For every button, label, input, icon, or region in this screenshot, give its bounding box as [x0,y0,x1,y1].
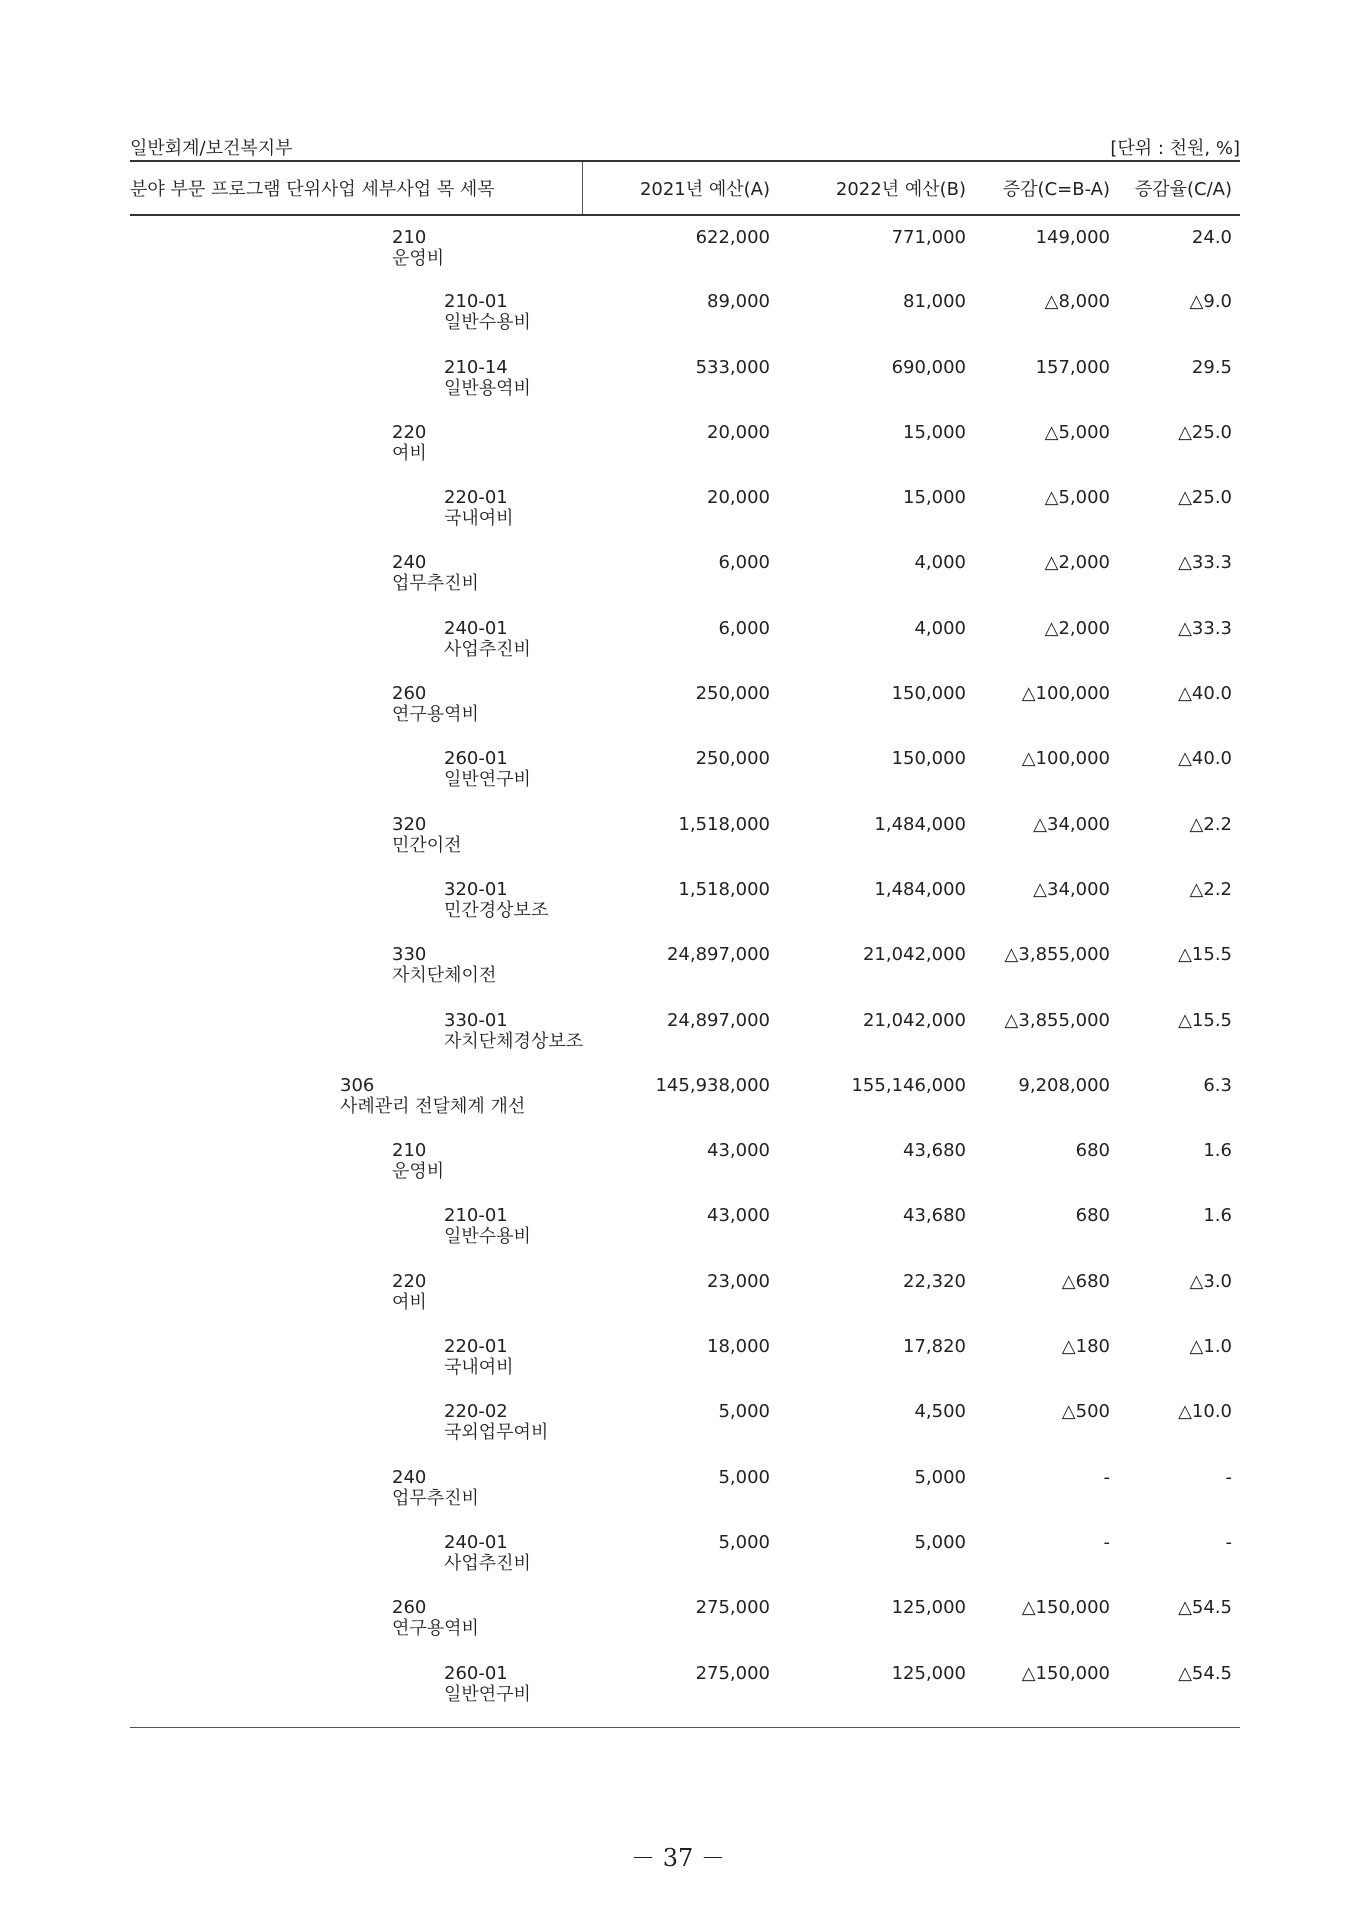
budget-2022: 5,000 [914,1531,966,1553]
item-name: 일반수용비 [444,312,531,334]
budget-2021: 18,000 [707,1336,770,1358]
budget-2021: 275,000 [695,1597,770,1619]
item-name: 업무추진비 [392,1487,479,1509]
item-name: 일반연구비 [444,769,531,791]
col-header-2022-budget: 2022년 예산(B) [778,161,974,215]
budget-2021: 5,000 [718,1466,770,1488]
change-amount: △34,000 [1033,813,1110,835]
table-row [130,672,1240,737]
item-name: 업무추진비 [392,573,479,595]
table-header-row [130,161,1240,215]
change-amount: 149,000 [1035,227,1110,248]
budget-2022: 15,000 [903,487,966,509]
table-row [130,346,1240,411]
item-code: 210-14 [444,356,508,378]
change-amount: 9,208,000 [1018,1074,1110,1096]
item-code: 240 [392,552,427,574]
item-cell [130,1586,582,1651]
item-code: 260 [392,683,427,705]
item-name: 사례관리 전달체계 개선 [340,1095,526,1117]
item-cell [130,1652,582,1717]
item-name: 민간이전 [392,834,462,856]
item-name: 일반수용비 [444,1226,531,1248]
change-rate: 1.6 [1203,1205,1232,1227]
budget-2022: 21,042,000 [862,1009,966,1031]
item-name: 국내여비 [444,508,514,530]
table-row [130,1194,1240,1259]
change-rate: - [1225,1466,1232,1488]
table-row [130,411,1240,476]
table-row [130,1064,1240,1129]
item-cell [130,411,582,476]
item-cell [130,607,582,672]
item-code: 240-01 [444,1531,508,1553]
table-row [130,868,1240,933]
change-amount: 157,000 [1035,356,1110,378]
change-rate: △2.2 [1189,813,1232,835]
item-cell [130,1064,582,1129]
table-row [130,1129,1240,1194]
change-rate: △1.0 [1189,1336,1232,1358]
item-code: 210-01 [444,1205,508,1227]
item-cell [130,1129,582,1194]
item-code: 210 [392,1140,427,1162]
item-cell [130,737,582,802]
change-amount: △500 [1061,1401,1110,1423]
change-amount: △150,000 [1021,1662,1110,1684]
item-name: 자치단체경상보조 [444,1030,584,1052]
item-name: 자치단체이전 [392,965,497,987]
table-row [130,1521,1240,1586]
budget-2021: 5,000 [718,1531,770,1553]
change-rate: △33.3 [1178,552,1232,574]
item-name: 민간경상보조 [444,899,549,921]
change-rate: 29.5 [1191,356,1232,378]
change-rate: △15.5 [1178,944,1232,966]
change-rate: △33.3 [1178,617,1232,639]
budget-2021: 89,000 [707,291,770,313]
budget-2022: 150,000 [891,683,966,705]
table-row [130,476,1240,541]
change-rate: △25.0 [1178,421,1232,443]
budget-2021: 1,518,000 [678,813,770,835]
col-header-hierarchy: 분야 부문 프로그램 단위사업 세부사업 목 세목 [130,161,582,215]
budget-2021: 20,000 [707,421,770,443]
budget-2021: 23,000 [707,1270,770,1292]
change-rate: 6.3 [1203,1074,1232,1096]
table-row [130,541,1240,606]
budget-2022: 125,000 [891,1597,966,1619]
col-header-change-rate: 증감율(C/A) [1118,161,1240,215]
budget-2022: 125,000 [891,1662,966,1684]
item-code: 320-01 [444,878,508,900]
item-code: 320 [392,813,427,835]
page-header [130,126,1240,160]
item-name: 운영비 [392,1161,445,1183]
item-cell [130,999,582,1064]
item-cell [130,1260,582,1325]
item-name: 여비 [392,1291,427,1313]
page-number: － 37 － [631,1844,725,1872]
change-amount: △34,000 [1033,878,1110,900]
budget-2021: 250,000 [695,748,770,770]
budget-2021: 533,000 [695,356,770,378]
change-amount: △3,855,000 [1004,944,1110,966]
change-amount: △5,000 [1044,487,1110,509]
change-amount: △2,000 [1044,617,1110,639]
change-rate: △54.5 [1178,1662,1232,1684]
item-code: 330 [392,944,427,966]
budget-2021: 43,000 [707,1205,770,1227]
item-code: 330-01 [444,1009,508,1031]
table-row [130,280,1240,345]
change-rate: △9.0 [1189,291,1232,313]
change-rate: △15.5 [1178,1009,1232,1031]
table-row [130,737,1240,802]
item-name: 일반연구비 [444,1683,531,1705]
item-code: 260 [392,1597,427,1619]
table-row [130,1325,1240,1390]
change-amount: 680 [1075,1205,1110,1227]
budget-2022: 1,484,000 [874,878,966,900]
item-code: 240-01 [444,617,508,639]
item-cell [130,933,582,998]
change-rate: △25.0 [1178,487,1232,509]
item-cell [130,1521,582,1586]
item-cell [130,346,582,411]
budget-2021: 24,897,000 [666,944,770,966]
budget-2022: 771,000 [891,227,966,248]
table-row [130,803,1240,868]
item-code: 240 [392,1466,427,1488]
change-rate: △10.0 [1178,1401,1232,1423]
budget-2021: 275,000 [695,1662,770,1684]
table-row [130,1586,1240,1651]
table-row [130,607,1240,672]
budget-2021: 6,000 [718,552,770,574]
item-code: 306 [340,1074,375,1096]
table-row [130,1456,1240,1521]
change-rate: 1.6 [1203,1140,1232,1162]
budget-2021: 6,000 [718,617,770,639]
change-amount: △680 [1061,1270,1110,1292]
item-cell [130,672,582,737]
table-row [130,933,1240,998]
item-name: 운영비 [392,248,445,269]
budget-2022: 4,500 [914,1401,966,1423]
table-row [130,215,1240,280]
change-rate: △40.0 [1178,683,1232,705]
item-name: 연구용역비 [392,1618,479,1640]
col-header-2021-budget: 2021년 예산(A) [582,161,778,215]
account-title: 일반회계/보건복지부 [130,138,293,159]
change-amount: △8,000 [1044,291,1110,313]
budget-2022: 155,146,000 [851,1074,966,1096]
col-header-change: 증감(C=B-A) [974,161,1118,215]
item-cell [130,1194,582,1259]
item-cell [130,1456,582,1521]
budget-2022: 43,680 [903,1205,966,1227]
item-code: 220-01 [444,487,508,509]
change-amount: △150,000 [1021,1597,1110,1619]
item-code: 210 [392,227,427,248]
item-cell [130,803,582,868]
item-name: 사업추진비 [444,1552,531,1574]
item-code: 260-01 [444,1662,508,1684]
item-name: 여비 [392,442,427,464]
budget-2022: 4,000 [914,552,966,574]
change-rate: - [1225,1531,1232,1553]
item-code: 220-02 [444,1401,508,1423]
budget-2022: 1,484,000 [874,813,966,835]
budget-2021: 250,000 [695,683,770,705]
change-amount: △180 [1061,1336,1110,1358]
table-row [130,1260,1240,1325]
budget-2022: 43,680 [903,1140,966,1162]
change-amount: △100,000 [1021,748,1110,770]
item-name: 국외업무여비 [444,1422,549,1444]
table-bottom-rule [130,1727,1240,1728]
budget-2021: 24,897,000 [666,1009,770,1031]
change-rate: △54.5 [1178,1597,1232,1619]
change-amount: △5,000 [1044,421,1110,443]
budget-2021: 145,938,000 [655,1074,770,1096]
budget-2021: 622,000 [695,227,770,248]
item-cell [130,476,582,541]
change-amount: △3,855,000 [1004,1009,1110,1031]
item-name: 연구용역비 [392,704,479,726]
change-amount: △100,000 [1021,683,1110,705]
change-amount: - [1103,1531,1110,1553]
item-code: 220 [392,1270,427,1292]
budget-2022: 22,320 [903,1270,966,1292]
item-name: 국내여비 [444,1357,514,1379]
change-rate: 24.0 [1191,227,1232,248]
item-name: 일반용역비 [444,377,531,399]
table-row [130,999,1240,1064]
change-amount: - [1103,1466,1110,1488]
budget-2022: 15,000 [903,421,966,443]
budget-2021: 1,518,000 [678,878,770,900]
table-row [130,1390,1240,1455]
budget-2022: 81,000 [903,291,966,313]
budget-2021: 43,000 [707,1140,770,1162]
budget-2022: 17,820 [903,1336,966,1358]
unit-label: [단위 : 천원, %] [1110,138,1240,159]
budget-2022: 4,000 [914,617,966,639]
item-name: 사업추진비 [444,638,531,660]
change-rate: △40.0 [1178,748,1232,770]
item-cell [130,215,582,280]
change-rate: △3.0 [1189,1270,1232,1292]
change-rate: △2.2 [1189,878,1232,900]
budget-table [130,160,1240,1717]
table-row [130,1652,1240,1717]
change-amount: 680 [1075,1140,1110,1162]
item-code: 220 [392,421,427,443]
item-code: 220-01 [444,1336,508,1358]
item-code: 260-01 [444,748,508,770]
item-cell [130,868,582,933]
budget-2022: 150,000 [891,748,966,770]
item-cell [130,1325,582,1390]
item-cell [130,1390,582,1455]
item-code: 210-01 [444,291,508,313]
budget-2021: 5,000 [718,1401,770,1423]
budget-2022: 690,000 [891,356,966,378]
change-amount: △2,000 [1044,552,1110,574]
budget-page [130,126,1240,1728]
budget-2022: 21,042,000 [862,944,966,966]
budget-2022: 5,000 [914,1466,966,1488]
item-cell [130,280,582,345]
budget-2021: 20,000 [707,487,770,509]
item-cell [130,541,582,606]
